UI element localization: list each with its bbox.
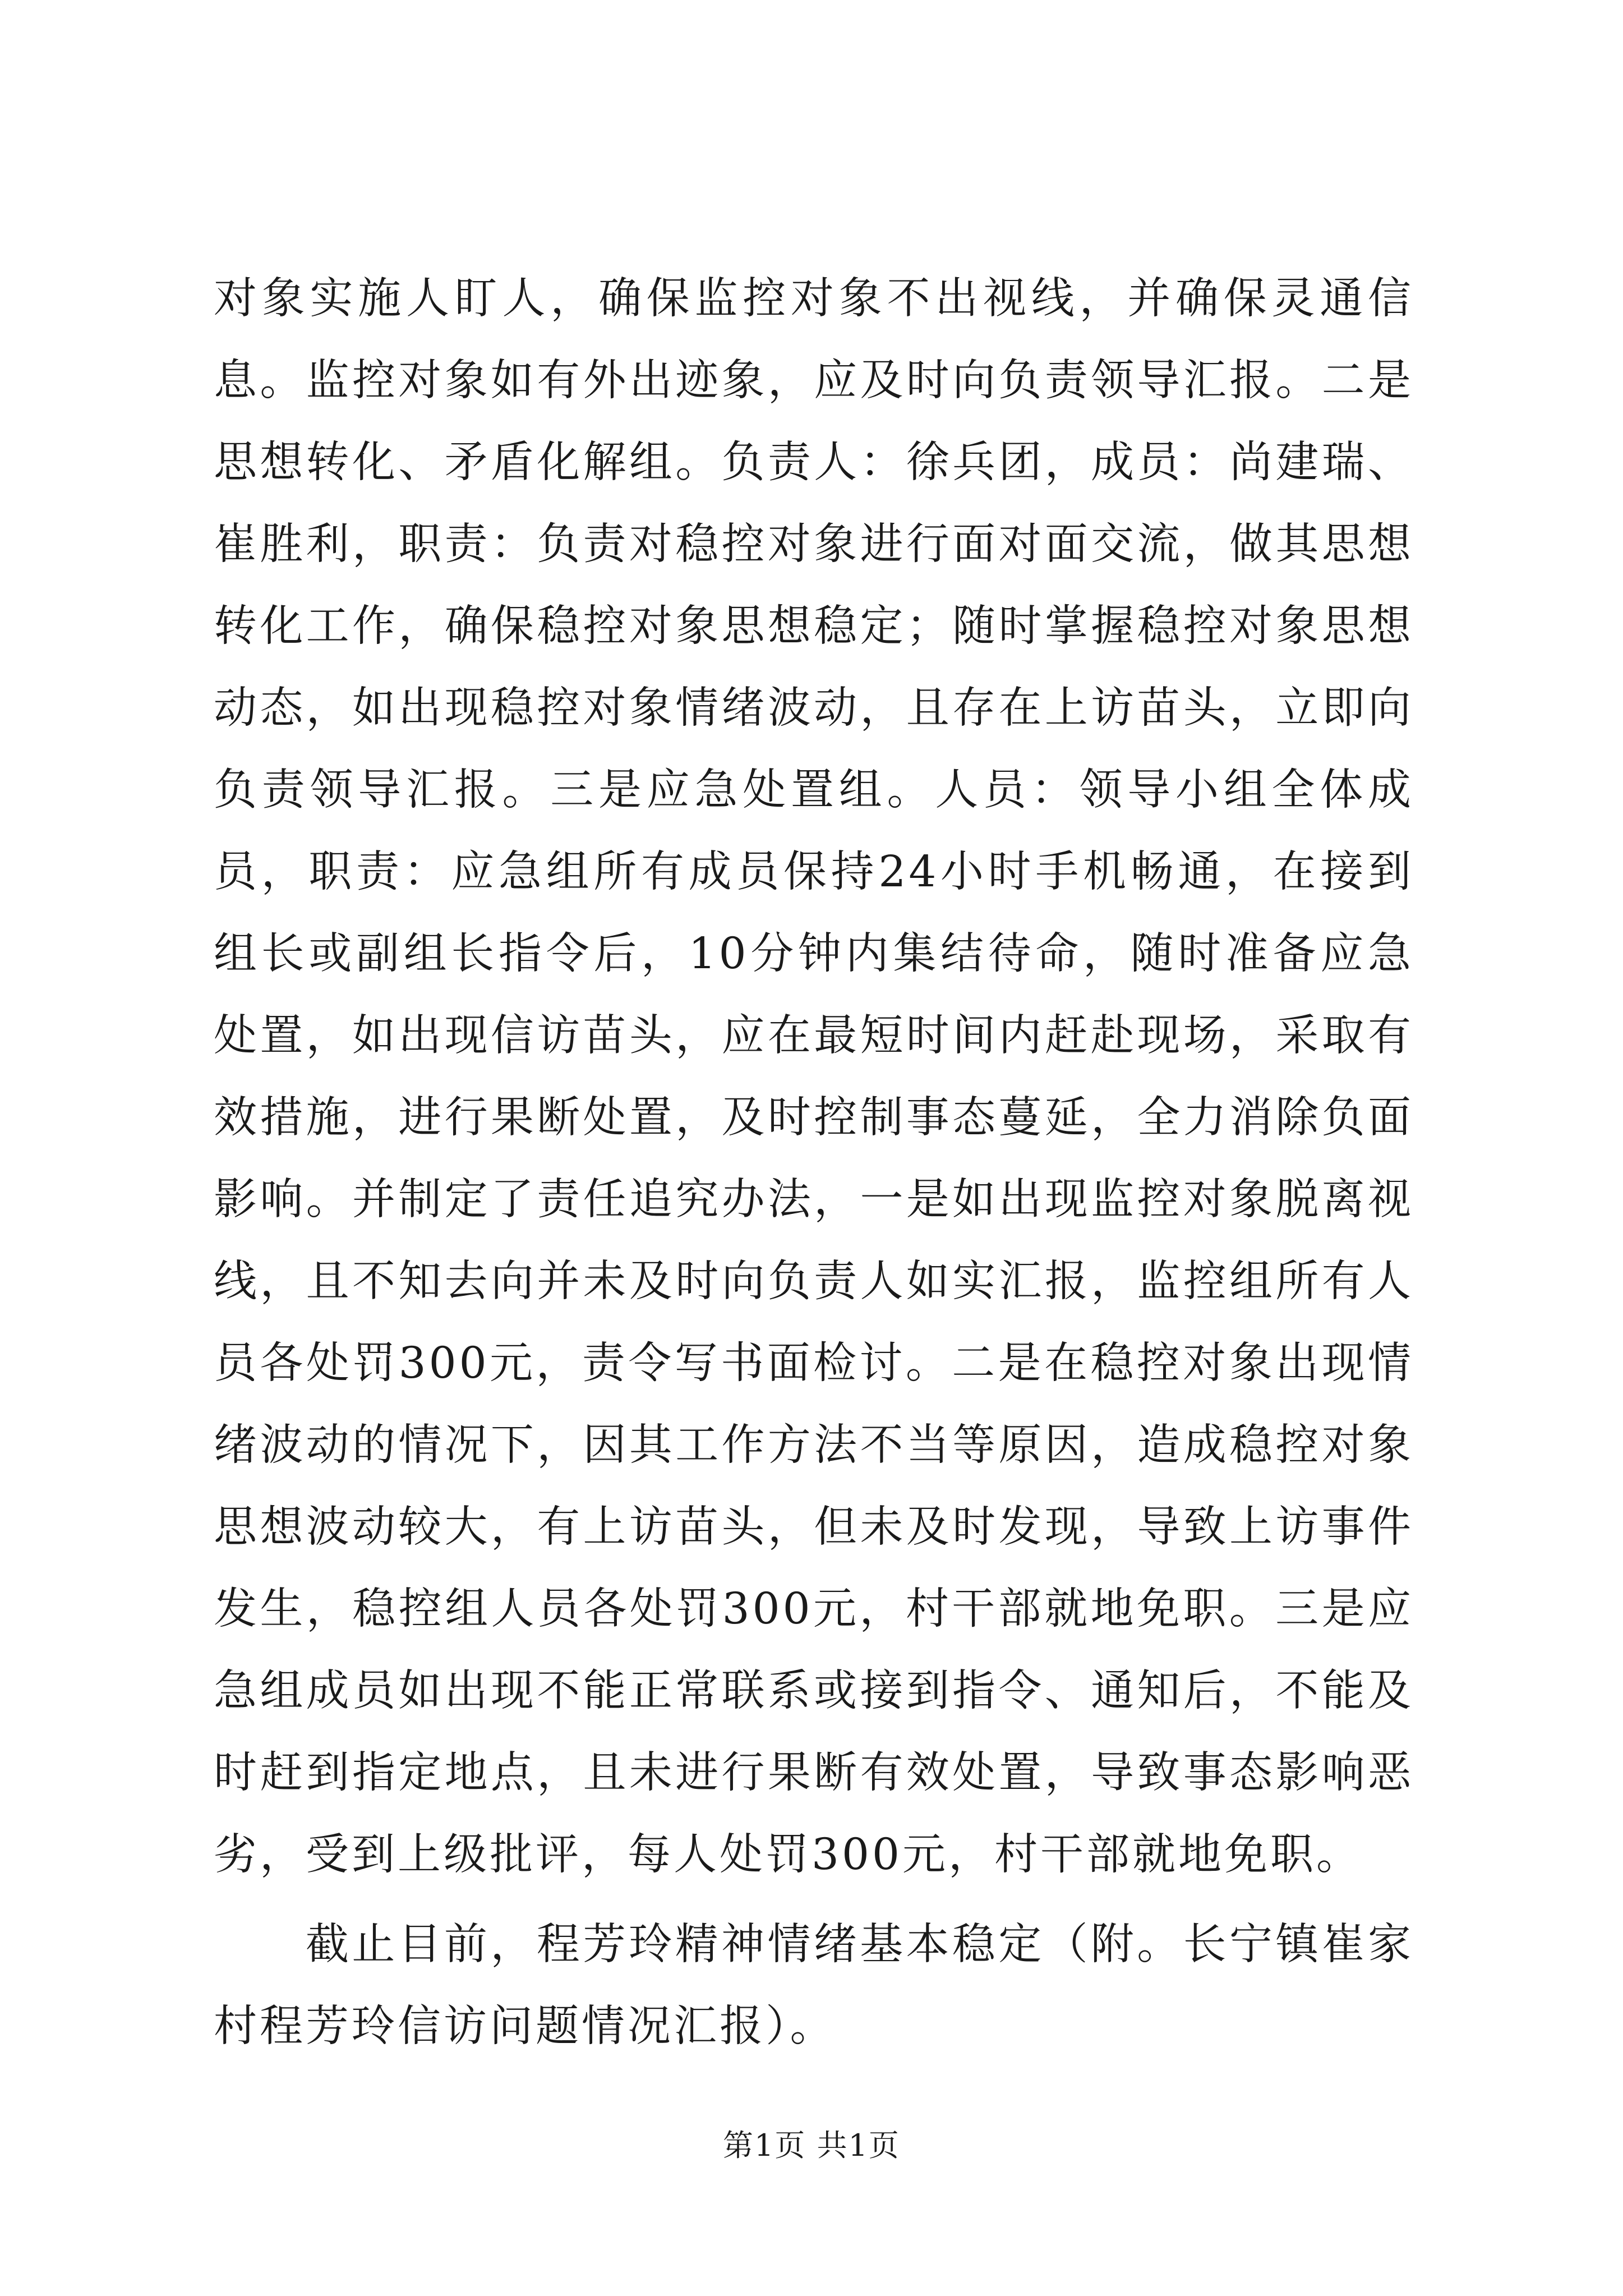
document-body bbox=[214, 258, 1414, 2076]
page-footer: 第1页 共1页 bbox=[723, 2128, 900, 2163]
paragraph-summary: 截止目前，程芳玲精神情绪基本稳定（附。长宁镇崔家村程芳玲信访问题情况汇报）。 bbox=[214, 1920, 1414, 2051]
paragraph-continuation: 对象实施人盯人，确保监控对象不出视线，并确保灵通信息。监控对象如有外出迹象，应及时向负责领导汇报。二是思想转化、矛盾化解组。负责人：徐兵团，成员：尚建瑞、崔胜利，职责：负责对稳控对象进行面对面交流，做其思想转化工作，确保稳控对象思想稳定；随时掌握稳控对象思想动态，如出现稳控对象情绪波动，且存在上访苗头，立即向负责领导汇报。三是应急处置组。人员：领导小组全体成员，职责：应急组所有成员保持24小时手机畅通，在接到组长或副组长指令后，10分钟内集结待命，随时准备应急处置，如出现信访苗头，应在最短时间内赶赴现场，采取有效措施，进行果断处置，及时控制事态蔓延，全力消除负面影响。并制定了责任追究办法，一是如出现监控对象脱离视线，且不知去向并未及时向负责人如实汇报，监控组所有人员各处罚300元，责令写书面检讨。二是在稳控对象出现情绪波动的情况下，因其工作方法不当等原因，造成稳控对象思想波动较大，有上访苗头，但未及时发现，导致上访事件发生，稳控组人员各处罚300元，村干部就地免职。三是应急组成员如出现不能正常联系或接到指令、通知后，不能及时赶到指定地点，且未进行果断有效处置，导致事态影响恶劣，受到上级批评，每人处罚300元，村干部就地免职。 bbox=[214, 274, 1414, 1880]
